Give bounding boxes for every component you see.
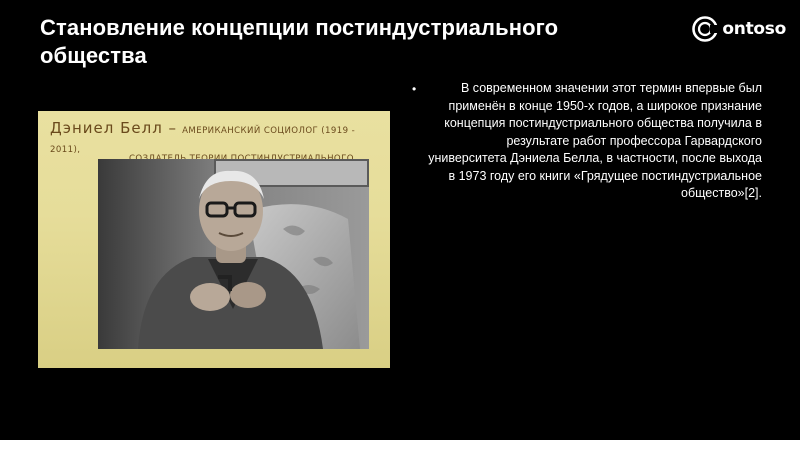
caption-line1: АМЕРИКАНСКИЙ СОЦИОЛОГ (1919 - 2011), — [50, 126, 356, 155]
photo-card — [38, 111, 390, 368]
bullet-item — [412, 80, 762, 203]
contoso-logo — [690, 14, 786, 44]
logo-text: ontoso — [722, 19, 786, 39]
slide-title: Становление концепции постиндустриального общества — [40, 15, 559, 68]
contoso-logo-icon — [690, 14, 724, 44]
portrait-photo — [98, 159, 369, 349]
bullet-dot-icon: • — [412, 82, 417, 96]
caption-name: Дэниел Белл – — [50, 119, 178, 137]
bullet-text: В современном значении этот термин впервые был применён в конце 1950-х годов, а широкое признание концепция постиндустриального общества получила в результате работ профессора Гарвардского университета Дэниела Белла, в частности, после выхода в 1973 году его книги «Грядущее постиндустриальное общество»[2]. — [428, 81, 762, 200]
